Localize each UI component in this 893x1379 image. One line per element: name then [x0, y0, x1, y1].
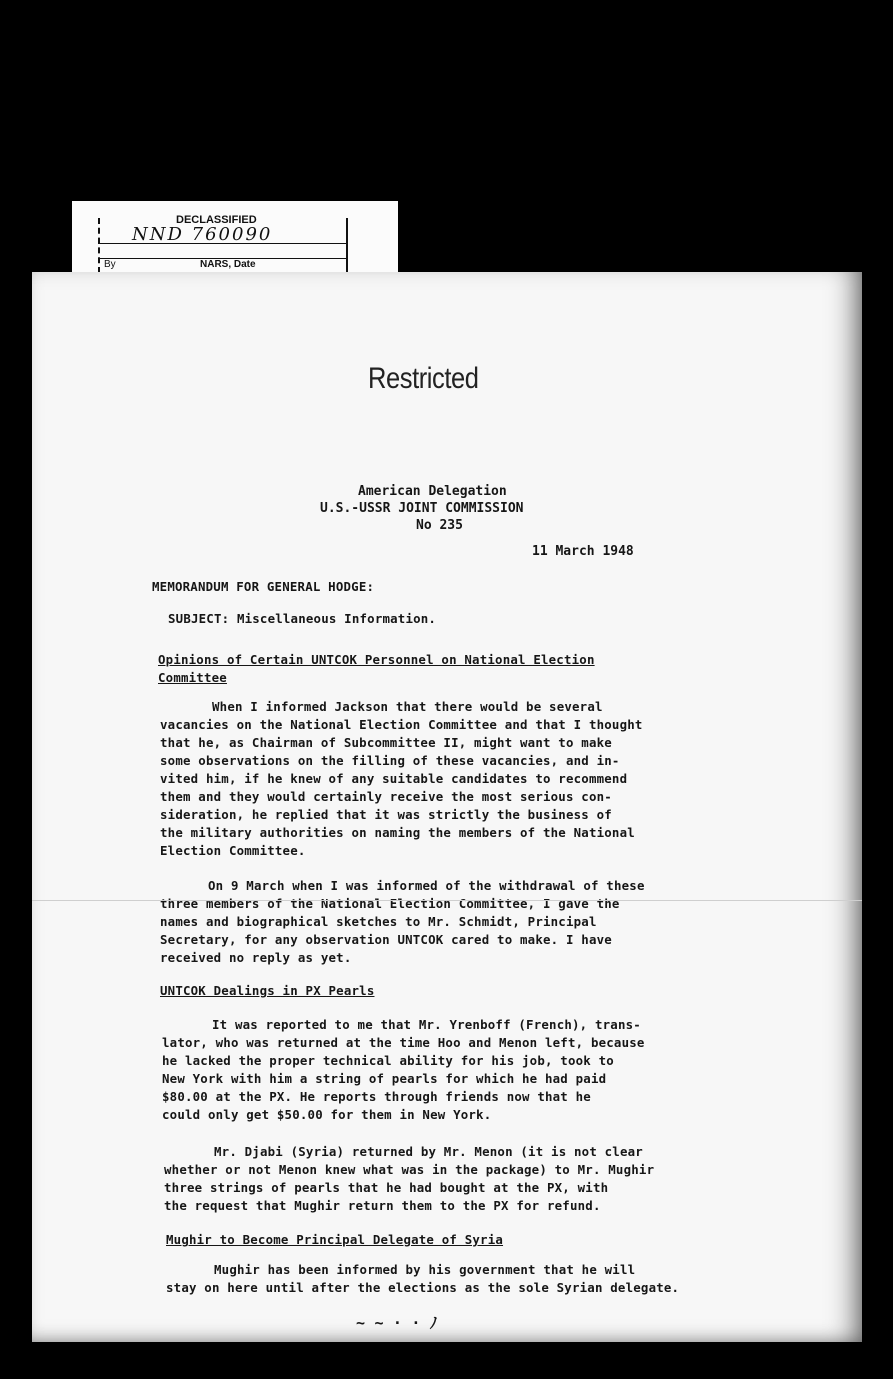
paragraph-line: three members of the National Election Committee, I gave the [160, 896, 620, 911]
paragraph-line: Mughir has been informed by his government that he will [214, 1262, 636, 1277]
declassified-stamp [72, 201, 398, 277]
paragraph-line: received no reply as yet. [160, 950, 352, 965]
paragraph-line: Election Committee. [160, 843, 306, 858]
memo-addressee: MEMORANDUM FOR GENERAL HODGE: [152, 579, 375, 594]
paragraph-line: three strings of pearls that he had bought at the PX, with [164, 1180, 609, 1195]
paragraph-line: vacancies on the National Election Committee and that I thought [160, 717, 643, 732]
paragraph-line: $80.00 at the PX. He reports through friends now that he [162, 1089, 591, 1104]
paragraph-line: the military authorities on naming the members of the National [160, 825, 635, 840]
stamp-by-label: By [104, 259, 116, 270]
paragraph-line: that he, as Chairman of Subcommittee II, might want to make [160, 735, 612, 750]
paragraph-line: lator, who was returned at the time Hoo and Menon left, because [162, 1035, 645, 1050]
paragraph-line: New York with him a string of pearls for which he had paid [162, 1071, 607, 1086]
paragraph-line: some observations on the filling of these vacancies, and in- [160, 753, 620, 768]
restricted-marking: Restricted [368, 362, 479, 395]
stamp-nars-date-label: NARS, Date [200, 259, 256, 270]
stamp-number: NND 760090 [132, 224, 273, 245]
paragraph-line: whether or not Menon knew what was in the package) to Mr. Mughir [164, 1162, 655, 1177]
paragraph-line: names and biographical sketches to Mr. Schmidt, Principal [160, 914, 597, 929]
document-page [32, 272, 862, 1342]
paragraph-line: It was reported to me that Mr. Yrenboff (French), trans- [212, 1017, 641, 1032]
paragraph-line: the request that Mughir return them to the PX for refund. [164, 1198, 601, 1213]
delegation-heading: American Delegation [358, 484, 507, 499]
section-heading: Mughir to Become Principal Delegate of Syria [166, 1232, 504, 1247]
paragraph-line: When I informed Jackson that there would be several [212, 699, 603, 714]
paragraph-line: Secretary, for any observation UNTCOK cared to make. I have [160, 932, 612, 947]
memo-subject: SUBJECT: Miscellaneous Information. [168, 611, 437, 626]
paragraph-line: could only get $50.00 for them in New York. [162, 1107, 492, 1122]
stamp-rule [98, 243, 346, 244]
paragraph-line: stay on here until after the elections as the sole Syrian delegate. [166, 1280, 680, 1295]
paragraph-line: On 9 March when I was informed of the withdrawal of these [208, 878, 645, 893]
signature-mark: ~ ~ · · ﾉ [356, 1314, 438, 1332]
paragraph-line: he lacked the proper technical ability for his job, took to [162, 1053, 614, 1068]
section-heading: Committee [158, 670, 227, 685]
commission-heading: U.S.-USSR JOINT COMMISSION [320, 501, 524, 516]
paragraph-line: sideration, he replied that it was strictly the business of [160, 807, 612, 822]
memo-date: 11 March 1948 [532, 544, 634, 559]
section-heading: UNTCOK Dealings in PX Pearls [160, 983, 375, 998]
page-fold-line [32, 900, 862, 901]
section-heading: Opinions of Certain UNTCOK Personnel on National Election [158, 652, 595, 667]
paragraph-line: them and they would certainly receive the most serious con- [160, 789, 612, 804]
paragraph-line: Mr. Djabi (Syria) returned by Mr. Menon (it is not clear [214, 1144, 643, 1159]
memo-number: No 235 [416, 518, 463, 533]
paragraph-line: vited him, if he knew of any suitable candidates to recommend [160, 771, 628, 786]
stamp-title: DECLASSIFIED [176, 214, 257, 226]
